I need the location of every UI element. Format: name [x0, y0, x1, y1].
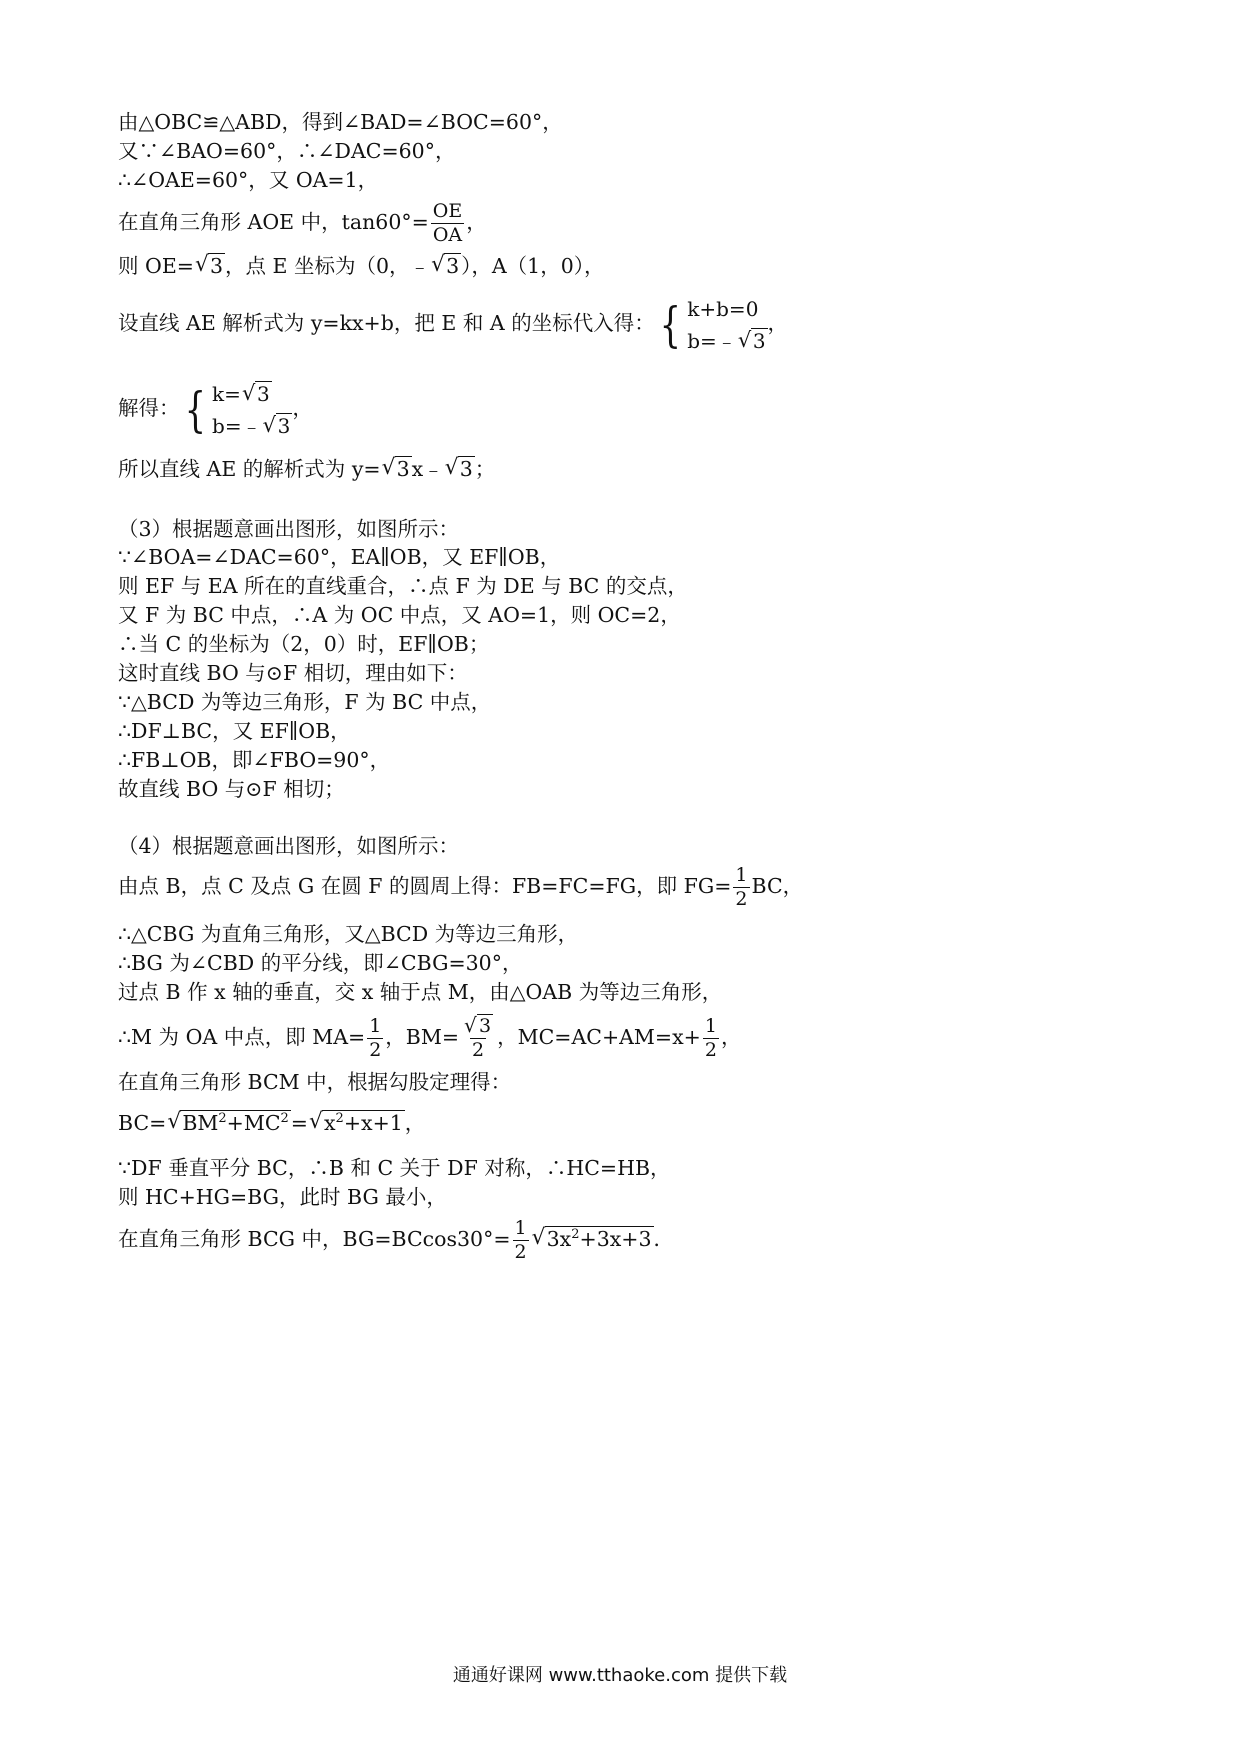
text-line: ∴FB⊥OB，即∠FBO=90°， [118, 748, 391, 772]
sqrt-symbol: √ 3 [195, 252, 225, 280]
text-line: ∴DF⊥BC，又 EF∥OB， [118, 719, 351, 743]
text-line-system-1: 设直线 AE 解析式为 y=kx+b，把 E 和 A 的坐标代入得： { k+b=0 b=﹣√ 3 ， [118, 290, 788, 357]
page-footer: 通通好课网 www.tthaoke.com 提供下载 [452, 1665, 788, 1686]
text-line-fg: 由点 B，点 C 及点 G 在圆 F 的圆周上得：FB=FC=FG，即 FG= $\frac{1}{2}$ BC， [118, 864, 804, 910]
text-line: 这时直线 BO 与⊙F 相切，理由如下： [118, 661, 468, 685]
text-line-system-2: 解得： { k=√ 3 b=﹣√ 3 ， [118, 375, 313, 442]
text-line: ∵DF 垂直平分 BC，∴B 和 C 关于 DF 对称，∴HC=HB， [118, 1156, 671, 1180]
text-line: 又∵∠BAO=60°，∴∠DAC=60°， [118, 139, 456, 163]
text-line: 故直线 BO 与⊙F 相切； [118, 777, 345, 801]
sqrt-symbol: √ 3 [431, 252, 461, 280]
text-line-bg: 在直角三角形 BCG 中，BG=BCcos30°= $\frac{1}{2}$ √ $3x^2+3x+3$． [118, 1212, 674, 1266]
section-heading: （4）根据题意画出图形，如图所示： [118, 834, 460, 858]
text-line-tan60: 在直角三角形 AOE 中，tan60°= $\frac{OE}{OA}$ ， [118, 200, 487, 246]
text-line-ma-bm-mc: ∴M 为 OA 中点，即 MA= $\frac{1}{2}$ ，BM= √ $\frac{3}{2}$ ，MC=AC+AM=x+ $\frac{1}{2}$ ， [118, 1010, 741, 1064]
text-line-point-e: 则 OE=√ 3，点 E 坐标为（0，﹣√ 3），A（1，0）， [118, 252, 605, 280]
text-line: 则 HC+HG=BG，此时 BG 最小， [118, 1185, 447, 1209]
text-line: ∴△CBG 为直角三角形，又△BCD 为等边三角形， [118, 922, 579, 946]
text-line: ∴∠OAE=60°，又 OA=1， [118, 168, 379, 192]
text-line-bc: BC=√ $BM^2+MC^2=√$ $x^2+x+1$， [118, 1105, 425, 1141]
text-line: 过点 B 作 x 轴的垂直，交 x 轴于点 M，由△OAB 为等边三角形， [118, 980, 723, 1004]
equation-system: { k=√ 3 b=﹣√ 3 [180, 378, 293, 442]
text-line: 又 F 为 BC 中点，∴A 为 OC 中点，又 AO=1，则 OC=2， [118, 603, 681, 627]
text-line-ae: 所以直线 AE 的解析式为 y=√ 3x﹣√ 3； [118, 455, 495, 483]
text-line: 则 EF 与 EA 所在的直线重合，∴点 F 为 DE 与 BC 的交点， [118, 574, 688, 598]
text-line: 在直角三角形 BCM 中，根据勾股定理得： [118, 1070, 512, 1094]
section-heading: （3）根据题意画出图形，如图所示： [118, 517, 460, 541]
text-line: 由△OBC≌△ABD，得到∠BAD=∠BOC=60°， [118, 110, 563, 134]
text-line: ∴BG 为∠CBD 的平分线，即∠CBG=30°， [118, 951, 523, 975]
equation-system: { k+b=0 b=﹣√ 3 [655, 293, 768, 357]
text-line: ∵∠BOA=∠DAC=60°，EA∥OB，又 EF∥OB， [118, 545, 561, 569]
text-line: ∴当 C 的坐标为（2，0）时，EF∥OB； [118, 632, 490, 656]
text-line: ∵△BCD 为等边三角形，F 为 BC 中点， [118, 690, 492, 714]
